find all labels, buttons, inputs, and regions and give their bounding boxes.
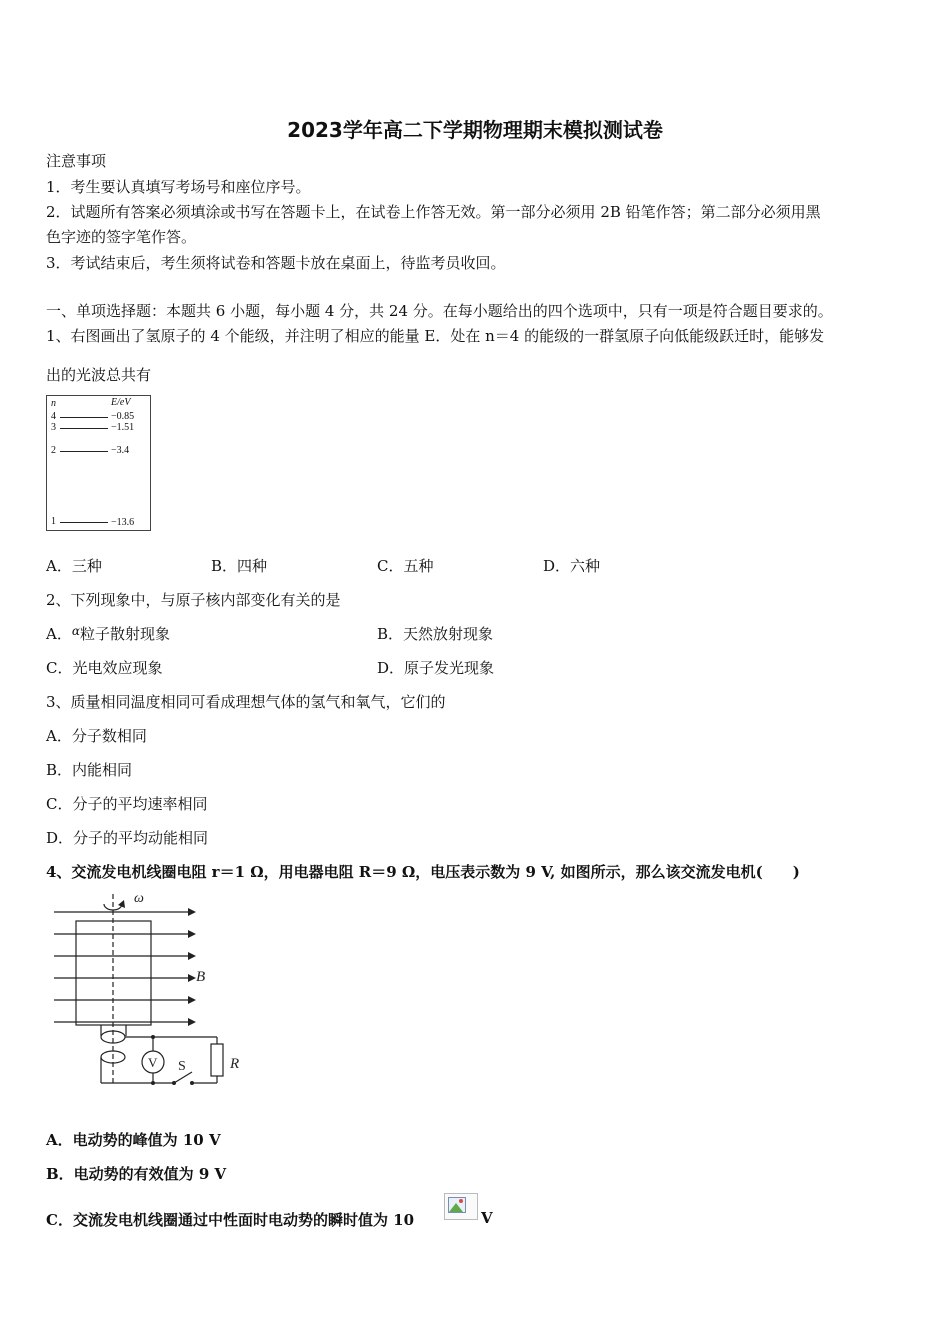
notice-item: 3．考试结束后，考生须将试卷和答题卡放在桌面上，待监考员收回。 [46, 254, 506, 272]
field-arrow-icon [188, 952, 196, 960]
alpha-symbol: α [71, 624, 80, 638]
question-1-stem-cont: 出的光波总共有 [46, 366, 152, 384]
circuit-node [151, 1081, 155, 1085]
level-n-3: 3 [51, 422, 56, 433]
resistor-label: R [230, 1056, 240, 1072]
q3-option-a: A．分子数相同 [46, 727, 147, 745]
q2-option-a-prefix: A． [46, 625, 72, 643]
energy-level-line [60, 417, 108, 418]
q4-option-a: A．电动势的峰值为 10 V [46, 1131, 221, 1149]
field-label: B [196, 969, 206, 985]
level-n-1: 1 [51, 516, 56, 527]
notice-heading: 注意事项 [46, 152, 107, 170]
question-3-stem: 3、质量相同温度相同可看成理想气体的氢气和氧气，它们的 [46, 693, 446, 711]
energy-level-line [60, 428, 108, 429]
q4-option-c-unit: V [481, 1209, 493, 1227]
energy-axis-label: E/eV [111, 397, 131, 408]
switch-label: S [178, 1059, 186, 1074]
energy-level-diagram [46, 395, 151, 531]
field-arrow-icon [188, 1018, 196, 1026]
q1-option-b: B．四种 [211, 557, 268, 575]
page-title: 2023学年高二下学期物理期末模拟测试卷 [287, 118, 663, 142]
level-energy-2: −3.4 [111, 445, 130, 456]
field-arrow-icon [188, 974, 196, 982]
field-arrow-icon [188, 996, 196, 1004]
q3-option-c: C．分子的平均速率相同 [46, 795, 208, 813]
notice-item: 色字迹的签字笔作答。 [46, 228, 197, 246]
circuit-node [151, 1035, 155, 1039]
switch-contact [190, 1081, 194, 1085]
q3-option-d: D．分子的平均动能相同 [46, 829, 209, 847]
level-energy-4: −0.85 [111, 411, 135, 422]
voltmeter-label: V [148, 1055, 158, 1070]
level-n-4: 4 [51, 411, 56, 422]
q2-option-c: C．光电效应现象 [46, 659, 163, 677]
q2-option-d: D．原子发光现象 [377, 659, 495, 677]
switch-contact [172, 1081, 176, 1085]
q2-option-a-text: 粒子散射现象 [79, 625, 170, 643]
level-energy-3: −1.51 [111, 422, 135, 433]
omega-label: ω [134, 891, 144, 906]
q2-option-a [46, 623, 170, 644]
question-1-stem: 1、右图画出了氢原子的 4 个能级，并注明了相应的能量 E．处在 n＝4 的能级的一群氢原子向低能级跃迁时，能够发 [46, 327, 825, 345]
level-n-2: 2 [51, 445, 56, 456]
notice-item: 2．试题所有答案必须填涂或书写在答题卡上，在试卷上作答无效。第一部分必须用 2B 铅笔作答；第二部分必须用黑 [46, 203, 821, 221]
q1-option-d: D．六种 [543, 557, 601, 575]
notice-item: 1．考生要认真填写考场号和座位序号。 [46, 178, 311, 196]
q2-option-b: B．天然放射现象 [377, 625, 494, 643]
section-heading: 一、单项选择题：本题共 6 小题，每小题 4 分，共 24 分。在每小题给出的四个选项中，只有一项是符合题目要求的。 [46, 302, 833, 320]
field-arrow-icon [188, 908, 196, 916]
level-energy-1: −13.6 [111, 517, 135, 528]
question-4-stem: 4、交流发电机线圈电阻 r＝1 Ω，用电器电阻 R＝9 Ω，电压表示数为 9 V, 如图所示，那么该交流发电机( ) [46, 863, 800, 881]
q1-option-c: C．五种 [377, 557, 434, 575]
generator-circuit-diagram [46, 886, 256, 1086]
q1-option-a: A．三种 [46, 557, 102, 575]
n-axis-label: n [51, 398, 56, 409]
q4-option-c: C．交流发电机线圈通过中性面时电动势的瞬时值为 10 [46, 1211, 415, 1229]
energy-level-line [60, 451, 108, 452]
q4-option-b: B．电动势的有效值为 9 V [46, 1165, 227, 1183]
question-2-stem: 2、下列现象中，与原子核内部变化有关的是 [46, 591, 341, 609]
field-arrow-icon [188, 930, 196, 938]
q3-option-b: B．内能相同 [46, 761, 133, 779]
energy-level-line [60, 522, 108, 523]
broken-image-icon [444, 1193, 478, 1220]
